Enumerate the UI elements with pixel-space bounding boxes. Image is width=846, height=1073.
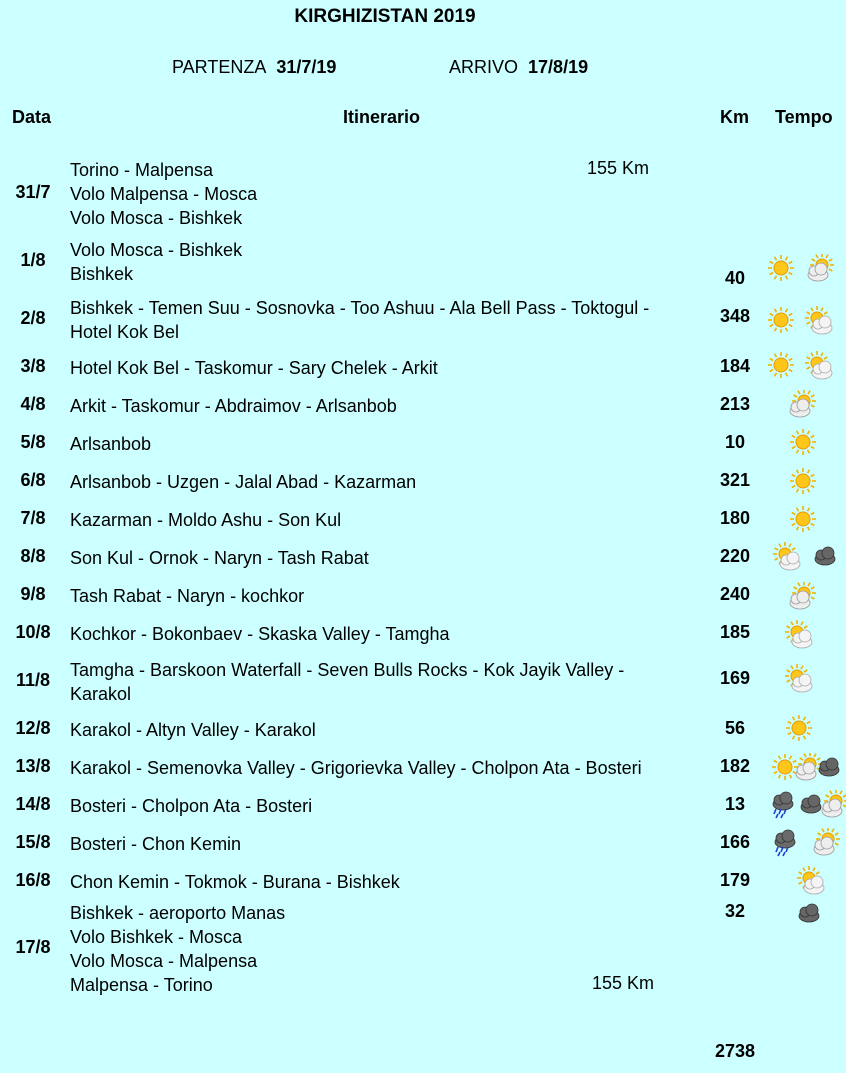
itinerary-line: Bishkek — [70, 264, 134, 284]
row-date: 3/8 — [20, 356, 46, 376]
arrival-date: 17/8/19 — [528, 57, 589, 77]
partly-cloudy-icon — [819, 790, 846, 820]
header-km: Km — [720, 107, 750, 127]
departure-label: PARTENZA — [172, 57, 267, 77]
row-date: 17/8 — [15, 937, 51, 957]
itinerary-line: Arlsanbob — [70, 434, 152, 454]
itinerary-line: Chon Kemin - Tokmok - Burana - Bishkek — [70, 872, 400, 892]
dark-cloud-icon — [795, 899, 825, 929]
itinerary-line: Arlsanbob - Uzgen - Jalal Abad - Kazarman — [70, 472, 417, 492]
row-itinerary — [70, 470, 690, 494]
row-km: 40 — [724, 268, 746, 288]
departure-date: 31/7/19 — [276, 57, 337, 77]
row-itinerary — [70, 432, 690, 456]
row-date: 14/8 — [15, 794, 51, 814]
itinerary-line: Volo Malpensa - Mosca — [70, 184, 258, 204]
sunny-icon — [789, 467, 819, 497]
row-km: 10 — [724, 432, 746, 452]
sun-behind-cloud-icon — [785, 664, 815, 694]
row-itinerary — [70, 622, 690, 646]
row-itinerary — [70, 756, 690, 780]
row-date: 16/8 — [15, 870, 51, 890]
row-km: 185 — [719, 622, 751, 642]
dark-cloud-icon — [811, 542, 841, 572]
partly-cloudy-icon — [805, 254, 835, 284]
itinerary-line: Bosteri - Cholpon Ata - Bosteri — [70, 796, 313, 816]
row-km: 321 — [719, 470, 751, 490]
row-date: 11/8 — [15, 670, 51, 690]
itinerary-line: Son Kul - Ornok - Naryn - Tash Rabat — [70, 548, 369, 568]
row-km: 220 — [719, 546, 751, 566]
partly-cloudy-icon — [787, 582, 817, 612]
total-km: 2738 — [714, 1041, 756, 1061]
row-date: 10/8 — [15, 622, 51, 642]
arrival-info — [449, 57, 588, 78]
row-date: 2/8 — [20, 308, 46, 328]
segment-distance: 155 Km — [587, 158, 650, 178]
row-date: 6/8 — [20, 470, 46, 490]
row-km: 182 — [719, 756, 751, 776]
itinerary-line: Bosteri - Chon Kemin — [70, 834, 242, 854]
sun-behind-cloud-icon — [805, 306, 835, 336]
sunny-icon — [767, 306, 797, 336]
sunny-icon — [789, 428, 819, 458]
row-km: 180 — [719, 508, 751, 528]
row-km: 169 — [719, 668, 751, 688]
itinerary-line: Malpensa - Torino — [70, 975, 213, 995]
row-itinerary — [70, 658, 690, 706]
itinerary-line: Karakol - Semenovka Valley - Grigorievka Valley - Cholpon Ata - Bosteri — [70, 758, 642, 778]
row-km: 13 — [724, 794, 746, 814]
row-km: 56 — [724, 718, 746, 738]
header-itinerary: Itinerario — [343, 107, 421, 127]
row-date: 4/8 — [20, 394, 46, 414]
row-date: 8/8 — [20, 546, 46, 566]
itinerary-line: Volo Mosca - Malpensa — [70, 951, 258, 971]
row-date: 1/8 — [20, 250, 46, 270]
row-date: 9/8 — [20, 584, 46, 604]
itinerary-line: Hotel Kok Bel - Taskomur - Sary Chelek - Arkit — [70, 358, 438, 378]
sun-behind-cloud-icon — [773, 542, 803, 572]
row-km: 240 — [719, 584, 751, 604]
itinerary-line: Tamgha - Barskoon Waterfall - Seven Bulls Rocks - Kok Jayik Valley - — [70, 660, 625, 680]
itinerary-line: Tash Rabat - Naryn - kochkor — [70, 586, 305, 606]
row-km: 348 — [719, 306, 751, 326]
itinerary-line: Bishkek - aeroporto Manas — [70, 903, 286, 923]
row-date: 7/8 — [20, 508, 46, 528]
sun-behind-cloud-icon — [805, 351, 835, 381]
sunny-icon — [785, 714, 815, 744]
header-weather: Tempo — [775, 107, 833, 127]
itinerary-line: Volo Mosca - Bishkek — [70, 240, 243, 260]
row-itinerary — [70, 870, 690, 894]
row-date: 13/8 — [15, 756, 51, 776]
sunny-icon — [767, 254, 797, 284]
dark-cloud-icon — [815, 753, 845, 783]
itinerary-line: Arkit - Taskomur - Abdraimov - Arlsanbob — [70, 396, 397, 416]
row-itinerary — [70, 718, 690, 742]
itinerary-line: Kazarman - Moldo Ashu - Son Kul — [70, 510, 342, 530]
segment-distance: 155 Km — [592, 973, 655, 993]
row-itinerary — [70, 394, 690, 418]
row-itinerary — [70, 832, 690, 856]
row-itinerary — [70, 296, 690, 344]
row-km: 166 — [719, 832, 751, 852]
row-itinerary — [70, 356, 690, 380]
itinerary-line: Hotel Kok Bel — [70, 322, 180, 342]
departure-info — [172, 57, 336, 78]
row-km: 184 — [719, 356, 751, 376]
rain-icon — [771, 828, 801, 858]
row-date: 12/8 — [15, 718, 51, 738]
itinerary-line: Karakol — [70, 684, 132, 704]
row-itinerary — [70, 546, 690, 570]
itinerary-line: Volo Bishkek - Mosca — [70, 927, 243, 947]
row-itinerary — [70, 508, 690, 532]
partly-cloudy-icon — [811, 828, 841, 858]
row-date: 15/8 — [15, 832, 51, 852]
itinerary-line: Karakol - Altyn Valley - Karakol — [70, 720, 316, 740]
row-km: 179 — [719, 870, 751, 890]
sunny-icon — [767, 351, 797, 381]
row-date: 5/8 — [20, 432, 46, 452]
itinerary-line: Volo Mosca - Bishkek — [70, 208, 243, 228]
page-title: KIRGHIZISTAN 2019 — [294, 6, 476, 27]
row-itinerary — [70, 238, 690, 286]
header-date: Data — [12, 107, 52, 127]
partly-cloudy-icon — [787, 390, 817, 420]
rain-icon — [769, 790, 799, 820]
sunny-icon — [789, 505, 819, 535]
arrival-label: ARRIVO — [449, 57, 519, 77]
row-km: 213 — [719, 394, 751, 414]
itinerary-line: Torino - Malpensa — [70, 160, 214, 180]
row-date: 31/7 — [15, 182, 51, 202]
itinerary-line: Kochkor - Bokonbaev - Skaska Valley - Tamgha — [70, 624, 450, 644]
itinerary-line: Bishkek - Temen Suu - Sosnovka - Too Ashuu - Ala Bell Pass - Toktogul - — [70, 298, 650, 318]
sun-behind-cloud-icon — [797, 866, 827, 896]
row-itinerary — [70, 794, 690, 818]
row-km: 32 — [724, 901, 746, 921]
sun-behind-cloud-icon — [785, 620, 815, 650]
row-itinerary — [70, 584, 690, 608]
